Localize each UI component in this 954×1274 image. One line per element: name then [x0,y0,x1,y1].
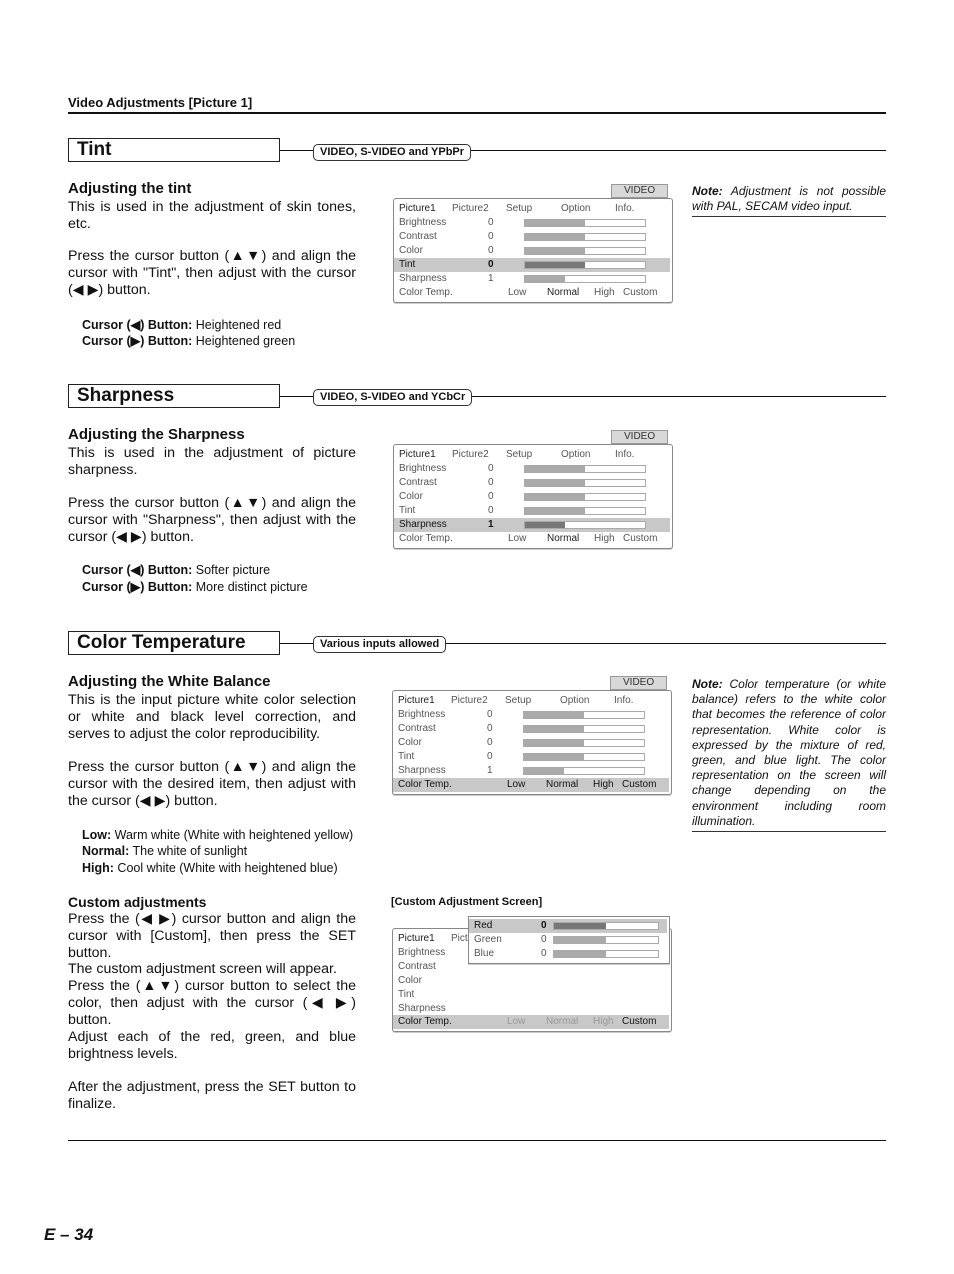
menu4-row-color: Color [398,975,422,986]
level-fill [525,262,585,268]
tint-inputs-badge: VIDEO, S-VIDEO and YPbPr [313,144,471,161]
level-fill [525,522,565,528]
sharpness-cursor-left: Cursor (◀) Button: Softer picture [82,563,271,577]
colortemp-title: Color Temperature [68,631,280,655]
level-fill [525,466,585,472]
menu1-tab-info[interactable]: Info. [615,203,635,214]
menu4-row-tint: Tint [398,989,415,1000]
colortemp-subhead: Adjusting the White Balance [68,673,271,690]
menu4-tab-partial: Pict [451,933,468,944]
tint-p2: Press the cursor button (▲▼) and align the cursor with "Tint", then adjust with the cursor (◀ ▶) button. [68,248,356,298]
menu2-osd [393,444,673,549]
menu1-tab-picture1[interactable]: Picture1 [399,203,436,214]
menu1-tab-row [394,202,670,216]
menu2-tab-picture2[interactable]: Picture2 [452,449,489,460]
menu3-row-sharpness[interactable]: Sharpness 1 [393,764,669,778]
menu2-row-colortemp[interactable]: Color Temp. Low Normal High Custom [399,533,658,544]
menu3-tab-picture2[interactable]: Picture2 [451,695,488,706]
menu3-row-color[interactable]: Color 0 [393,736,669,750]
colortemp-high: High: Cool white (White with heightened blue) [82,861,338,875]
menu2-row-sharpness[interactable]: Sharpness 1 [394,518,670,532]
menu3-row-tint[interactable]: Tint 0 [393,750,669,764]
menu1-row-color[interactable]: Color 0 [394,244,670,258]
menu3-row-colortemp[interactable]: Color Temp. Low Normal High Custom [393,778,669,792]
sharpness-cursor-right: Cursor (▶) Button: More distinct picture [82,580,308,594]
menu3-tab-row [393,694,669,708]
menu1-row-brightness[interactable]: Brightness 0 [394,216,670,230]
level-fill [524,754,584,760]
custom-p3: Press the (▲▼) cursor button to select the color, then adjust with the cursor (◀ ▶) button. [68,978,356,1028]
rgb-row-blue[interactable]: Blue 0 [469,947,667,961]
tint-title: Tint [68,138,280,162]
colortemp-inputs-badge: Various inputs allowed [313,636,446,653]
menu3-tab-picture1[interactable]: Picture1 [398,695,435,706]
menu1-video-tab: VIDEO [611,184,668,198]
level-fill [525,234,585,240]
menu3-tab-setup[interactable]: Setup [505,695,532,706]
custom-p5: After the adjustment, press the SET button to finalize. [68,1079,356,1112]
rgb-row-red[interactable]: Red 0 [469,919,667,933]
menu4-row-contrast: Contrast [398,961,436,972]
rgb-popup [468,916,670,964]
level-fill [525,480,585,486]
level-fill [525,220,585,226]
colortemp-low: Low: Warm white (White with heightened yellow) [82,828,354,842]
menu2-tab-picture1[interactable]: Picture1 [399,449,436,460]
level-fill [524,726,584,732]
menu3-osd [392,690,672,795]
menu4-tab-picture1[interactable]: Picture1 [398,933,435,944]
menu1-tab-setup[interactable]: Setup [506,203,533,214]
menu1-row-tint[interactable]: Tint 0 [394,258,670,272]
menu2-row-contrast[interactable]: Contrast 0 [394,476,670,490]
custom-p1: Press the (◀ ▶) cursor button and align the cursor with [Custom], then press the SET button. [68,911,356,961]
menu1-osd [393,198,673,303]
sharpness-p2: Press the cursor button (▲▼) and align the cursor with "Sharpness", then adjust with the cursor (◀ ▶) button. [68,495,356,545]
tint-cursor-left: Cursor (◀) Button: Heightened red [82,318,282,332]
menu1-tab-option[interactable]: Option [561,203,591,214]
menu3-tab-option[interactable]: Option [560,695,590,706]
colortemp-p2: Press the cursor button (▲▼) and align the cursor with the desired item, then adjust with the cursor (◀ ▶) button. [68,759,356,809]
menu1-row-sharpness[interactable]: Sharpness 1 [394,272,670,286]
custom-screen-caption: [Custom Adjustment Screen] [391,896,543,908]
menu3-row-contrast[interactable]: Contrast 0 [393,722,669,736]
header-rule [68,112,886,114]
level-fill [554,951,606,957]
level-fill [524,768,564,774]
menu3-video-tab: VIDEO [610,676,667,690]
colortemp-note: Note: Color temperature (or white balance) refers to the white color that becomes the reference of color representation. White color is expressed by the mixture of red, green, and blue light. The color representation on the screen will change depending on the environment including room illumination. [692,677,886,832]
level-fill [525,508,585,514]
menu1-row-colortemp[interactable]: Color Temp. Low Normal High Custom [399,287,658,298]
tint-subhead: Adjusting the tint [68,180,192,197]
menu4-row-colortemp[interactable]: Color Temp. Low Normal High Custom [393,1015,669,1029]
level-fill [524,712,584,718]
level-fill [554,923,606,929]
level-fill [554,937,606,943]
section-header: Video Adjustments [Picture 1] [68,95,253,110]
sharpness-p1: This is used in the adjustment of picture sharpness. [68,445,356,478]
menu3-tab-info[interactable]: Info. [614,695,634,706]
menu4-row-sharpness: Sharpness [398,1003,446,1014]
level-fill [525,276,565,282]
custom-subhead: Custom adjustments [68,894,207,910]
level-fill [525,494,585,500]
menu2-tab-setup[interactable]: Setup [506,449,533,460]
menu2-tab-option[interactable]: Option [561,449,591,460]
tint-note: Note: Adjustment is not possible with PAL, SECAM video input. [692,184,886,217]
menu2-row-brightness[interactable]: Brightness 0 [394,462,670,476]
sharpness-title: Sharpness [68,384,280,408]
tint-cursor-right: Cursor (▶) Button: Heightened green [82,334,296,348]
menu2-tab-info[interactable]: Info. [615,449,635,460]
sharpness-inputs-badge: VIDEO, S-VIDEO and YCbCr [313,389,472,406]
menu1-row-contrast[interactable]: Contrast 0 [394,230,670,244]
menu2-tab-row [394,448,670,462]
rgb-row-green[interactable]: Green 0 [469,933,667,947]
menu2-row-color[interactable]: Color 0 [394,490,670,504]
custom-p2: The custom adjustment screen will appear. [68,961,337,977]
tint-p1: This is used in the adjustment of skin tones, etc. [68,199,356,232]
menu1-tab-picture2[interactable]: Picture2 [452,203,489,214]
level-fill [525,248,585,254]
menu3-row-brightness[interactable]: Brightness 0 [393,708,669,722]
menu2-row-tint[interactable]: Tint 0 [394,504,670,518]
level-fill [524,740,584,746]
menu4-row-brightness: Brightness [398,947,446,958]
sharpness-subhead: Adjusting the Sharpness [68,426,245,443]
colortemp-p1: This is the input picture white color selection or white and black level correction, and serves to adjust the color reproducibility. [68,692,356,742]
menu2-video-tab: VIDEO [611,430,668,444]
custom-p4: Adjust each of the red, green, and blue brightness levels. [68,1029,356,1062]
colortemp-normal: Normal: The white of sunlight [82,844,248,858]
footer-rule [68,1140,886,1141]
page-number: E – 34 [44,1225,94,1244]
